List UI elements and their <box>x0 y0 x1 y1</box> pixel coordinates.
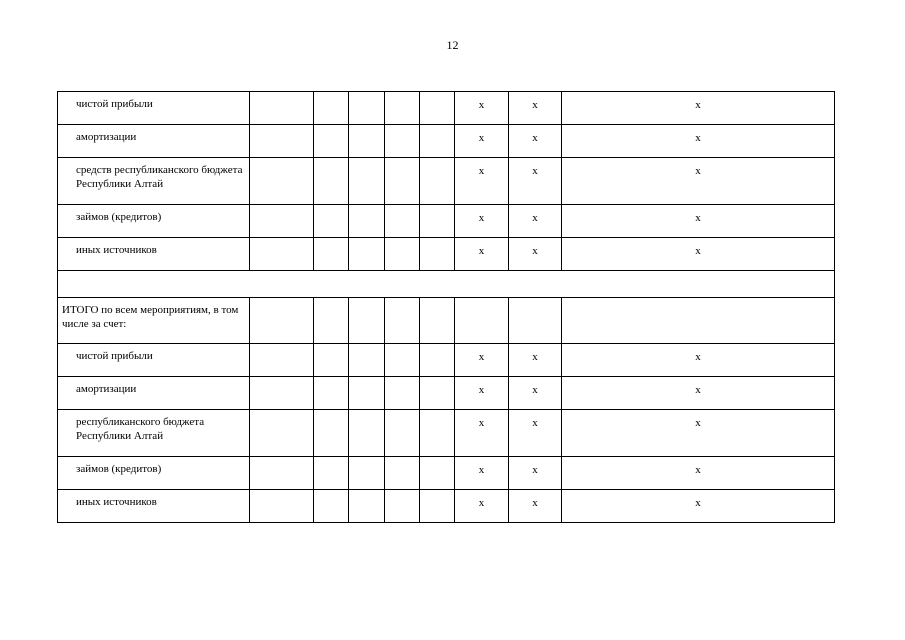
table-row <box>58 344 835 377</box>
table-row <box>58 490 835 523</box>
cell-x: х <box>509 125 562 158</box>
cell-x: х <box>562 377 835 410</box>
cell-x: х <box>455 410 509 457</box>
row-label: амортизации <box>58 125 250 158</box>
cell-x: х <box>455 238 509 271</box>
table-row <box>58 410 835 457</box>
table-row <box>58 457 835 490</box>
table-row <box>58 125 835 158</box>
table-row <box>58 158 835 205</box>
total-label: ИТОГО по всем мероприятиям, в том числе за счет: <box>58 298 250 344</box>
total-row <box>58 298 835 344</box>
cell-x: х <box>509 377 562 410</box>
cell-x: х <box>455 377 509 410</box>
cell-x: х <box>562 92 835 125</box>
table-row <box>58 238 835 271</box>
row-label: иных источников <box>58 238 250 271</box>
row-label: республиканского бюджета Республики Алтай <box>58 410 250 457</box>
cell-x: х <box>509 457 562 490</box>
cell-x: х <box>562 125 835 158</box>
cell-x: х <box>509 238 562 271</box>
cell-x: х <box>562 344 835 377</box>
cell-x: х <box>562 410 835 457</box>
cell-x: х <box>455 125 509 158</box>
cell-x: х <box>562 238 835 271</box>
cell-x: х <box>455 490 509 523</box>
cell-x: х <box>455 158 509 205</box>
empty-row <box>58 271 835 298</box>
row-label: займов (кредитов) <box>58 205 250 238</box>
table-row <box>58 377 835 410</box>
cell-x: х <box>562 205 835 238</box>
cell-x: х <box>509 92 562 125</box>
table-row <box>58 92 835 125</box>
page-number: 12 <box>446 38 459 52</box>
cell-x: х <box>562 158 835 205</box>
cell-x: х <box>509 205 562 238</box>
table-row <box>58 205 835 238</box>
cell-x: х <box>455 205 509 238</box>
row-label: чистой прибыли <box>58 92 250 125</box>
row-label: займов (кредитов) <box>58 457 250 490</box>
row-label: чистой прибыли <box>58 344 250 377</box>
cell-x: х <box>562 457 835 490</box>
financing-table <box>57 91 835 523</box>
cell-x: х <box>455 457 509 490</box>
row-label: иных источников <box>58 490 250 523</box>
cell-x: х <box>509 344 562 377</box>
cell-x: х <box>509 490 562 523</box>
cell-x: х <box>455 344 509 377</box>
cell-x: х <box>509 410 562 457</box>
cell-x: х <box>455 92 509 125</box>
row-label: амортизации <box>58 377 250 410</box>
cell-x: х <box>509 158 562 205</box>
cell-x: х <box>562 490 835 523</box>
row-label: средств республиканского бюджета Республики Алтай <box>58 158 250 205</box>
